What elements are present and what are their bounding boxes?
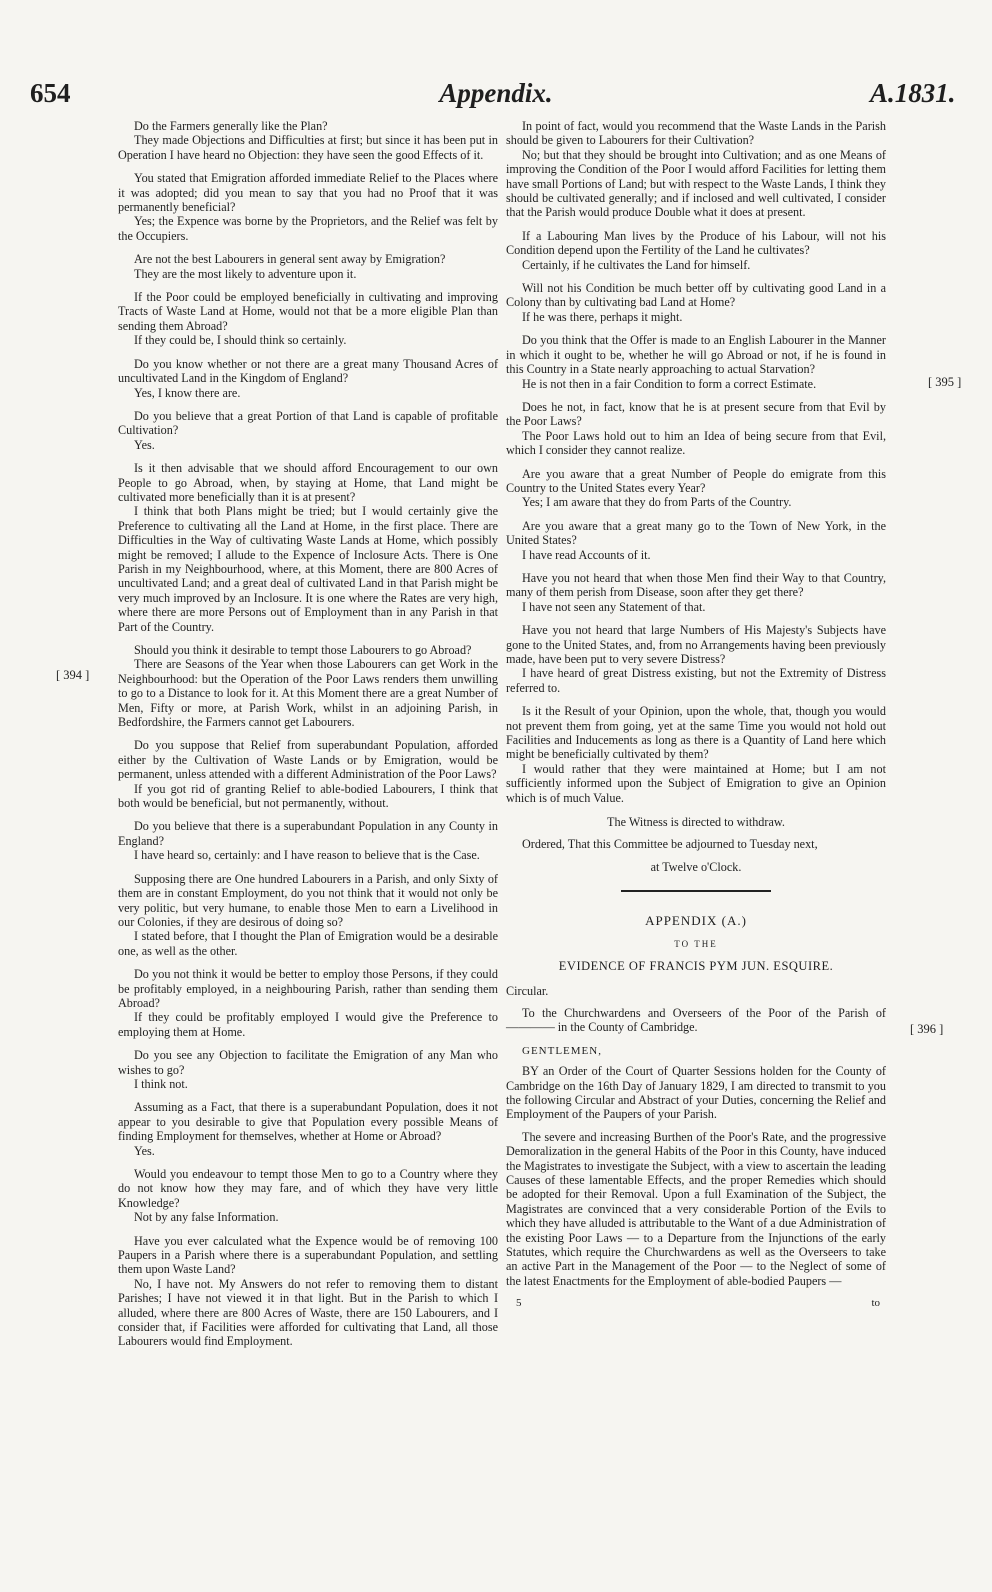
- question-text: Do you think that the Offer is made to an English Labourer in the Manner in which it ought to be, whether he will go Abroad or not, if he is found in this Country in a State nearly approaching to actual Starvation?: [506, 333, 886, 377]
- answer-text: I have heard so, certainly: and I have reason to believe that is the Case.: [134, 848, 480, 863]
- answer-text: If they could be profitably employed I would give the Preference to employing them at Home.: [118, 1010, 498, 1039]
- qa-block: [118, 1048, 498, 1091]
- answer-text: Yes; the Expence was borne by the Proprietors, and the Relief was felt by the Occupiers.: [118, 214, 498, 243]
- qa-block: [506, 333, 886, 391]
- appendix-evidence-title: EVIDENCE OF FRANCIS PYM JUN. ESQUIRE.: [558, 959, 834, 974]
- answer-text: If they could be, I should think so certainly.: [134, 333, 347, 348]
- answer-text: I stated before, that I thought the Plan of Emigration would be a desirable one, as well as the other.: [118, 929, 498, 958]
- circular-address: To the Churchwardens and Overseers of the Poor of the Parish of ———— in the County of Cambridge.: [506, 1005, 886, 1035]
- ordered-time: at Twelve o'Clock.: [650, 859, 742, 874]
- question-text: Would you endeavour to tempt those Men to go to a Country where they do not know how they may fare, and of which they have very little Knowledge?: [118, 1167, 498, 1210]
- question-text: Assuming as a Fact, that there is a superabundant Population, does it not appear to you desirable to give that Population every possible Means of finding Employment for themselves, whether at Home or Abroad?: [118, 1100, 498, 1144]
- page-footer: [506, 1296, 886, 1310]
- answer-text: I would rather that they were maintained at Home; but I am not sufficiently informed upon the Subject of Emigration to give an Opinion which is of much Value.: [506, 761, 886, 805]
- answer-text: No, I have not. My Answers do not refer to removing them to distant Parishes; I have not viewed it in that light. But in the Parish to which I alluded, where there are 800 Acres of Waste, there are 150 Labourers, and I consider that, if Facilities were afforded for cultivating that Land, all those Labourers would find Employment.: [118, 1276, 498, 1349]
- salutation: GENTLEMEN,: [522, 1044, 602, 1057]
- answer-text: I have read Accounts of it.: [522, 547, 651, 562]
- circular-paragraph-2: The severe and increasing Burthen of the Poor's Rate, and the progressive Demoralization in the general Habits of the Poor in this County, have induced the Magistrates to investigate the Subject, with a view to ascertain the leading Causes of these lamentable Effects, and the proper Remedies which should be adopted for their Removal. Upon a full Examination of the Subject, the Magistrates are convinced that a very considerable Portion of the Evils to which they have alluded is attributable to the Want of a due Administration of the existing Poor Laws — to a Departure from the Injunctions of the early Statutes, which require the Churchwardens as well as the Overseers to take an active Part in the Management of the Poor — to the Neglect of some of the latest Enactments for the Employment of able-bodied Paupers —: [506, 1129, 886, 1288]
- question-text: Do you not think it would be better to employ those Persons, if they could be profitably employed, in a neighbouring Parish, rather than sending them Abroad?: [118, 967, 498, 1010]
- margin-note-394: [ 394 ]: [56, 668, 90, 682]
- ordered-note: Ordered, That this Committee be adjourned to Tuesday next,: [522, 837, 818, 852]
- qa-block: [118, 1234, 498, 1349]
- question-text: Are not the best Labourers in general sent away by Emigration?: [134, 252, 446, 267]
- qa-block: [118, 252, 498, 281]
- answer-text: I have heard of great Distress existing, but not the Extremity of Distress referred to.: [506, 666, 886, 695]
- answer-text: I think that both Plans might be tried; but I would certainly give the Preference to cultivating all the Land at Home, in the first place. There are Difficulties in the Way of cultivating Waste Lands at Home, which possibly might be removed; I allude to the Expence of Inclosure Acts. There is One Parish in my Neighbourhood, where, at this Moment, there are 800 Acres of uncultivated Land; and a great deal of cultivated Land in that Parish might be very much improved by an Inclosure. It is one where the Rates are very high, where there are more Persons out of Employment than in any Parish in that Part of the Country.: [118, 504, 498, 634]
- page-number: 654: [30, 78, 71, 108]
- qa-block: [506, 519, 886, 562]
- qa-block: [118, 461, 498, 634]
- qa-block: [506, 623, 886, 695]
- answer-text: I have not seen any Statement of that.: [522, 599, 706, 614]
- qa-block: [506, 119, 886, 220]
- question-text: Will not his Condition be much better off by cultivating good Land in a Colony than by cultivating bad Land at Home?: [506, 281, 886, 310]
- question-text: Is it then advisable that we should afford Encouragement to our own People to go Abroad, when, by staying at Home, that Land might be cultivated more beneficially than it is at present?: [118, 461, 498, 504]
- qa-block: [506, 229, 886, 272]
- answer-text: The Poor Laws hold out to him an Idea of being secure from that Evil, which I consider they cannot realize.: [506, 428, 886, 458]
- question-text: Have you ever calculated what the Expence would be of removing 100 Paupers in a Parish where there is a superabundant Population, and settling them upon Waste Land?: [118, 1233, 498, 1277]
- answer-text: He is not then in a fair Condition to form a correct Estimate.: [522, 376, 817, 391]
- qa-block: [118, 171, 498, 243]
- qa-block: [506, 704, 886, 805]
- answer-text: Not by any false Information.: [134, 1210, 279, 1225]
- question-text: You stated that Emigration afforded immediate Relief to the Places where it was adopted; did you mean to say that you had no Proof that it was permanently beneficial?: [118, 171, 498, 215]
- question-text: Do you suppose that Relief from superabundant Population, afforded either by the Cultivation of Waste Lands or by Emigration, would be permanent, unless attended with a different Administration of the Poor Laws?: [118, 738, 498, 782]
- margin-note-396: [ 396 ]: [910, 1022, 944, 1036]
- answer-text: They made Objections and Difficulties at first; but since it has been put in Operation I have heard no Objection: they have seen the good Effects of it.: [118, 133, 498, 162]
- qa-block: [118, 357, 498, 400]
- qa-block: [118, 967, 498, 1039]
- question-text: Are you aware that a great Number of People do emigrate from this Country to the United States every Year?: [506, 466, 886, 495]
- question-text: Do you see any Objection to facilitate the Emigration of any Man who wishes to go?: [118, 1048, 498, 1077]
- answer-text: If you got rid of granting Relief to able-bodied Labourers, I think that both would be beneficial, but not permanently, without.: [118, 781, 498, 811]
- qa-block: [506, 571, 886, 614]
- qa-block: [506, 281, 886, 324]
- running-title: Appendix.: [439, 78, 553, 108]
- question-text: Do you know whether or not there are a great many Thousand Acres of uncultivated Land in the Kingdom of England?: [118, 356, 498, 386]
- margin-note-395: [ 395 ]: [928, 375, 962, 389]
- appendix-heading: APPENDIX (A.): [645, 913, 747, 929]
- qa-block: [118, 1100, 498, 1158]
- question-text: Should you think it desirable to tempt those Labourers to go Abroad?: [134, 643, 472, 657]
- question-text: Do you believe that a great Portion of that Land is capable of profitable Cultivation?: [118, 408, 498, 438]
- circular-paragraph-1: BY an Order of the Court of Quarter Sessions holden for the County of Cambridge on the 16th Day of January 1829, I am directed to transmit to you the following Circular and Abstract of your Duties, concerning the Relief and Employment of the Paupers of your Parish.: [506, 1064, 886, 1122]
- right-qa-list: [506, 119, 886, 805]
- question-text: In point of fact, would you recommend that the Waste Lands in the Parish should be given to Labourers for their Cultivation?: [506, 119, 886, 148]
- question-text: Supposing there are One hundred Labourers in a Parish, and only Sixty of them are in constant Employment, do you not think that it would not only be very politic, but very humane, to enable those Men to earn a Livelihood in our Colonies, if they are desirous of doing so?: [118, 871, 498, 929]
- appendix-to-the: TO THE: [674, 938, 718, 949]
- question-text: Is it the Result of your Opinion, upon the whole, that, though you would not prevent them from going, yet at the same Time you would not hold out Facilities and Inducements as long as there is a Quantity of Land here which might be beneficially cultivated by them?: [506, 704, 886, 762]
- answer-text: Yes; I am aware that they do from Parts of the Country.: [522, 495, 792, 510]
- qa-block: [118, 738, 498, 810]
- year-mark: A.1831.: [870, 78, 956, 108]
- answer-text: If he was there, perhaps it might.: [522, 309, 683, 324]
- answer-text: Certainly, if he cultivates the Land for himself.: [522, 257, 751, 272]
- catchword: to: [871, 1297, 880, 1310]
- question-text: Have you not heard that when those Men find their Way to that Country, many of them perish from Disease, soon after they get there?: [506, 570, 886, 600]
- withdraw-note: The Witness is directed to withdraw.: [607, 815, 785, 830]
- question-text: Have you not heard that large Numbers of His Majesty's Subjects have gone to the United States, and, from no Arrangements having been previously made, have been put to very severe Distress?: [506, 623, 886, 666]
- signature-mark: 5: [516, 1297, 522, 1310]
- question-text: If the Poor could be employed beneficially in cultivating and improving Tracts of Waste Land at Home, would not that be a more eligible Plan than sending them Abroad?: [118, 290, 498, 333]
- right-column: [506, 119, 886, 1311]
- question-text: Do the Farmers generally like the Plan?: [134, 119, 328, 133]
- answer-text: I think not.: [134, 1076, 188, 1091]
- answer-text: No; but that they should be brought into Cultivation; and as one Means of improving the Condition of the Poor I would afford Facilities for letting them have small Portions of Land; but with respect to the Waste Lands, I think they should be cultivated generally; and if inclosed and well cultivated, I consider that the Parish would produce Double what it does at present.: [506, 147, 886, 220]
- answer-text: Yes.: [134, 437, 155, 452]
- section-rule: [621, 890, 771, 892]
- question-text: Are you aware that a great many go to the Town of New York, in the United States?: [506, 518, 886, 548]
- qa-block: [118, 1167, 498, 1225]
- answer-text: They are the most likely to adventure upon it.: [134, 266, 357, 281]
- answer-text: There are Seasons of the Year when those Labourers can get Work in the Neighbourhood: but the Operation of the Poor Laws renders them unwilling to go to a Distance to look for it. At this Moment there are a great Number of Men, Fifty or more, at Parish Work, whilst in an adjoining Parish, in Bedfordshire, the Farmers cannot get Labourers.: [118, 657, 498, 730]
- qa-block: [118, 872, 498, 958]
- page-header: [0, 78, 992, 118]
- qa-block: [118, 409, 498, 452]
- circular-label: Circular.: [506, 983, 549, 998]
- qa-block: [118, 819, 498, 862]
- question-text: Do you believe that there is a superabundant Population in any County in England?: [118, 819, 498, 848]
- qa-block: [118, 290, 498, 348]
- answer-text: Yes, I know there are.: [134, 385, 241, 400]
- question-text: Does he not, in fact, know that he is at present secure from that Evil by the Poor Laws?: [506, 399, 886, 429]
- qa-block: [118, 119, 498, 162]
- qa-block: [118, 643, 498, 729]
- question-text: If a Labouring Man lives by the Produce of his Labour, will not his Condition depend upon the Fertility of the Land he cultivates?: [506, 228, 886, 258]
- left-column: [118, 119, 498, 1358]
- qa-block: [506, 400, 886, 458]
- qa-block: [506, 467, 886, 510]
- answer-text: Yes.: [134, 1143, 155, 1158]
